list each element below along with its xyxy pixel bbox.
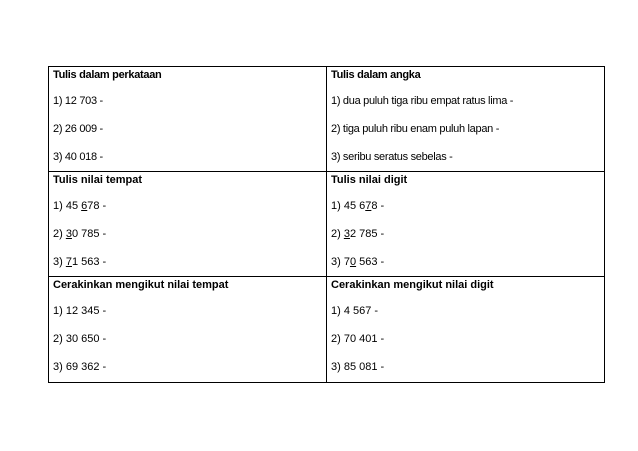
- number-text: 2): [53, 228, 66, 240]
- underlined-digit: 0: [349, 256, 357, 268]
- question-item: [53, 228, 106, 240]
- question-item: 2) tiga puluh ribu enam puluh lapan -: [331, 123, 500, 135]
- question-item: 3) 85 081 -: [331, 361, 385, 373]
- underlined-digit: 3: [65, 228, 72, 240]
- number-text: 8 -: [371, 200, 385, 212]
- number-text: 78 -: [87, 200, 107, 212]
- heading-digit-value: Tulis nilai digit: [331, 174, 408, 186]
- question-item: [331, 228, 384, 240]
- question-item: 2) 30 650 -: [53, 333, 107, 345]
- number-text: 2): [331, 228, 344, 240]
- section-row-expand: [49, 277, 605, 383]
- number-text: 1) 45: [53, 200, 82, 212]
- question-item: 2) 26 009 -: [53, 123, 103, 135]
- question-item: 1) 12 703 -: [53, 95, 103, 107]
- question-item: 2) 70 401 -: [331, 333, 385, 345]
- question-item: 1) 12 345 -: [53, 305, 107, 317]
- cell-place-value: [49, 172, 327, 277]
- number-text: 0 785 -: [71, 228, 107, 240]
- underlined-digit: 7: [65, 256, 72, 268]
- heading-expand-place-value: Cerakinkan mengikut nilai tempat: [53, 279, 229, 291]
- underlined-digit: 7: [365, 200, 372, 212]
- question-item: 1) dua puluh tiga ribu empat ratus lima -: [331, 95, 514, 107]
- question-item: [53, 200, 106, 212]
- number-text: 3): [53, 256, 66, 268]
- question-item: [331, 200, 384, 212]
- question-item: [331, 256, 384, 268]
- section-row-write-words-numbers: [49, 67, 605, 172]
- cell-write-in-words: [49, 67, 327, 172]
- question-item: 3) 40 018 -: [53, 151, 103, 163]
- question-item: 1) 4 567 -: [331, 305, 379, 317]
- question-item: [53, 256, 106, 268]
- question-item: 3) 69 362 -: [53, 361, 107, 373]
- underlined-digit: 6: [81, 200, 88, 212]
- heading-write-in-words: Tulis dalam perkataan: [53, 69, 162, 81]
- cell-digit-value: [327, 172, 605, 277]
- heading-place-value: Tulis nilai tempat: [53, 174, 143, 186]
- underlined-digit: 3: [343, 228, 350, 240]
- cell-write-in-numbers: [327, 67, 605, 172]
- question-item: 3) seribu seratus sebelas -: [331, 151, 453, 163]
- number-text: 1 563 -: [71, 256, 107, 268]
- cell-expand-digit-value: [327, 277, 605, 383]
- number-text: 563 -: [356, 256, 385, 268]
- number-text: 2 785 -: [349, 228, 385, 240]
- heading-expand-digit-value: Cerakinkan mengikut nilai digit: [331, 279, 494, 291]
- worksheet-table: [48, 66, 605, 383]
- number-text: 1) 45 6: [331, 200, 366, 212]
- cell-expand-place-value: [49, 277, 327, 383]
- number-text: 3) 7: [331, 256, 350, 268]
- section-row-place-digit-value: [49, 172, 605, 277]
- heading-write-in-numbers: Tulis dalam angka: [331, 69, 421, 81]
